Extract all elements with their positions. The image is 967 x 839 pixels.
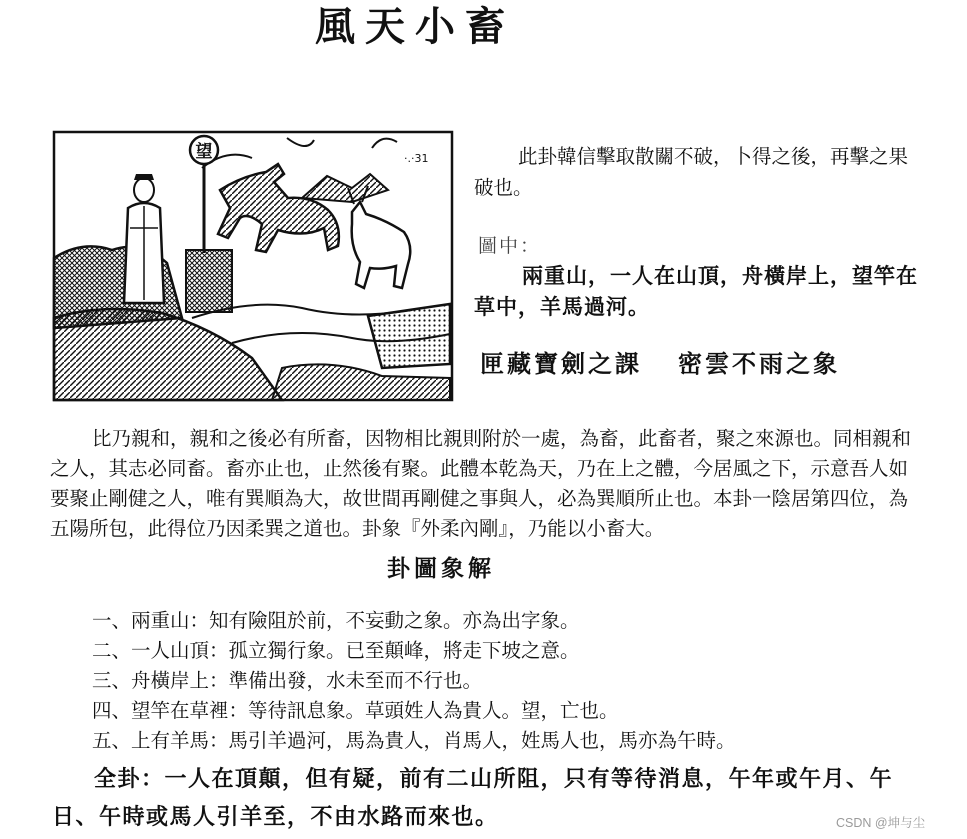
lesson-course: 匣藏寶劍之課 xyxy=(480,349,642,378)
lesson-image: 密雲不雨之象 xyxy=(678,349,840,378)
corner-mark: ·.·31 xyxy=(404,152,429,165)
summary-paragraph: 全卦：一人在頂顛，但有疑，前有二山所阻，只有等待消息，午年或午月、午日、午時或馬人引羊至，不由水路而來也。 xyxy=(52,766,894,830)
boat-on-shore xyxy=(368,304,450,368)
list-item: 一、兩重山：知有險阻於前，不妄動之象。亦為出字象。 xyxy=(92,610,580,632)
watermark: CSDN @坤与尘 xyxy=(836,816,926,830)
illustration-canvas xyxy=(52,128,456,404)
list-item: 二、一人山頂：孤立獨行象。已至顛峰，將走下坡之意。 xyxy=(92,640,580,662)
woodblock-illustration xyxy=(52,128,456,404)
list-item: 五、上有羊馬：馬引羊過河，馬為貴人，肖馬人，姓馬人也，馬亦為午時。 xyxy=(92,730,736,752)
list-item: 三、舟橫岸上：準備出發，水未至而不行也。 xyxy=(92,670,483,692)
diagram-label: 圖中： xyxy=(478,235,542,257)
pole-sign-char: 望 xyxy=(195,142,213,162)
list-item: 四、望竿在草裡：等待訊息象。草頭姓人為貴人。望，亡也。 xyxy=(92,700,619,722)
lesson-line xyxy=(480,346,840,382)
grass-block xyxy=(186,250,232,312)
body-paragraph: 比乃親和，親和之後必有所畜，因物相比親則附於一處，為畜，此畜者，聚之來源也。同相親和之人，其志必同畜。畜亦止也，止然後有聚。此體本乾為天，乃在上之體，今居風之下，示意吾人如要聚止剛健之人，唯有巽順為大，故世間再剛健之事與人，必為巽順所止也。本卦一陰居第四位，為五陽所包，此得位乃因柔巽之道也。卦象『外柔內剛』，乃能以小畜大。 xyxy=(50,428,912,540)
intro-paragraph: 此卦韓信擊取散關不破，卜得之後，再擊之果破也。 xyxy=(474,146,909,199)
diagram-description: 兩重山，一人在山頂，舟橫岸上，望竿在草中，羊馬過河。 xyxy=(474,263,918,319)
page-title: 風天小畜 xyxy=(315,3,515,50)
explanation-list xyxy=(92,606,736,756)
section-heading: 卦圖象解 xyxy=(387,555,495,582)
